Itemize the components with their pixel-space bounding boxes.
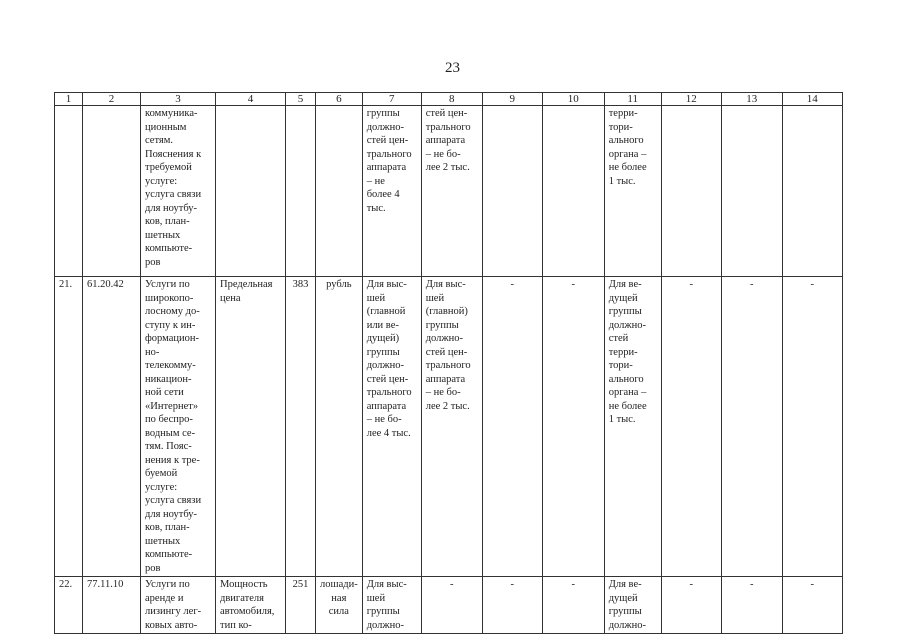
value-cell: - (421, 577, 482, 634)
service-description-cell: Услуги по аренде и лизингу лег- ковых авто- (141, 577, 216, 634)
value-cell: - (661, 577, 721, 634)
column-number: 10 (542, 93, 604, 106)
value-cell: - (721, 277, 782, 577)
page-number: 23 (445, 60, 460, 76)
column-number: 3 (141, 93, 216, 106)
unit-code-cell: 383 (286, 277, 316, 577)
unit-code-cell (286, 106, 316, 277)
column-number: 4 (216, 93, 286, 106)
column-number: 7 (362, 93, 421, 106)
unit-name-cell: лошади- ная сила (316, 577, 363, 634)
unit-name-cell (316, 106, 363, 277)
column-number: 12 (661, 93, 721, 106)
column-number: 2 (83, 93, 141, 106)
table-row-22 (55, 577, 843, 634)
table-row-21 (55, 277, 843, 577)
value-cell (721, 106, 782, 277)
value-cell: - (721, 577, 782, 634)
column-number: 6 (316, 93, 363, 106)
characteristic-cell: Мощность двигателя автомобиля, тип ко- (216, 577, 286, 634)
column-number: 1 (55, 93, 83, 106)
column-number: 5 (286, 93, 316, 106)
table-row-continued (55, 106, 843, 277)
value-cell: стей цен- трального аппарата – не бо- лее 2 тыс. (421, 106, 482, 277)
value-cell: - (661, 277, 721, 577)
okpd-code-cell: 61.20.42 (83, 277, 141, 577)
column-number: 9 (482, 93, 542, 106)
value-cell (661, 106, 721, 277)
characteristic-cell (216, 106, 286, 277)
service-description-cell: коммуника- ционным сетям. Пояснения к требуемой услуге: услуга связи для ноутбу- ков, план- шетных компьюте- ров (141, 106, 216, 277)
value-cell: Для выс- шей (главной) группы должно- стей цен- трального аппарата – не бо- лее 2 тыс. (421, 277, 482, 577)
okpd-code-cell: 77.11.10 (83, 577, 141, 634)
value-cell (542, 106, 604, 277)
value-cell: - (542, 577, 604, 634)
value-cell: - (482, 577, 542, 634)
value-cell: - (782, 577, 842, 634)
value-cell: Для ве- дущей группы должно- стей терри- тори- ального органа – не более 1 тыс. (604, 277, 661, 577)
value-cell: Для выс- шей (главной или ве- дущей) группы должно- стей цен- трального аппарата – не бо- лее 4 тыс. (362, 277, 421, 577)
column-numbers-row (55, 93, 843, 106)
row-number-cell: 22. (55, 577, 83, 634)
value-cell: Для ве- дущей группы должно- (604, 577, 661, 634)
unit-code-cell: 251 (286, 577, 316, 634)
row-number-cell (55, 106, 83, 277)
value-cell: Для выс- шей группы должно- (362, 577, 421, 634)
column-number: 14 (782, 93, 842, 106)
column-number: 13 (721, 93, 782, 106)
okpd-code-cell (83, 106, 141, 277)
value-cell: группы должно- стей цен- трального аппарата – не более 4 тыс. (362, 106, 421, 277)
value-cell: - (542, 277, 604, 577)
service-description-cell: Услуги по широкопо- лосному до- ступу к ин- формацион- но- телекомму- никацион- ной сети «Интернет» по беспро- водным се- тям. Пояс- нения к тре- буемой услуге: услуга связи для ноутбу- ков, план- шетных компьюте- ров (141, 277, 216, 577)
value-cell (782, 106, 842, 277)
column-number: 11 (604, 93, 661, 106)
procurement-table (54, 92, 843, 634)
characteristic-cell: Предельная цена (216, 277, 286, 577)
unit-name-cell: рубль (316, 277, 363, 577)
row-number-cell: 21. (55, 277, 83, 577)
column-number: 8 (421, 93, 482, 106)
value-cell: - (482, 277, 542, 577)
value-cell: терри- тори- ального органа – не более 1 тыс. (604, 106, 661, 277)
value-cell (482, 106, 542, 277)
value-cell: - (782, 277, 842, 577)
